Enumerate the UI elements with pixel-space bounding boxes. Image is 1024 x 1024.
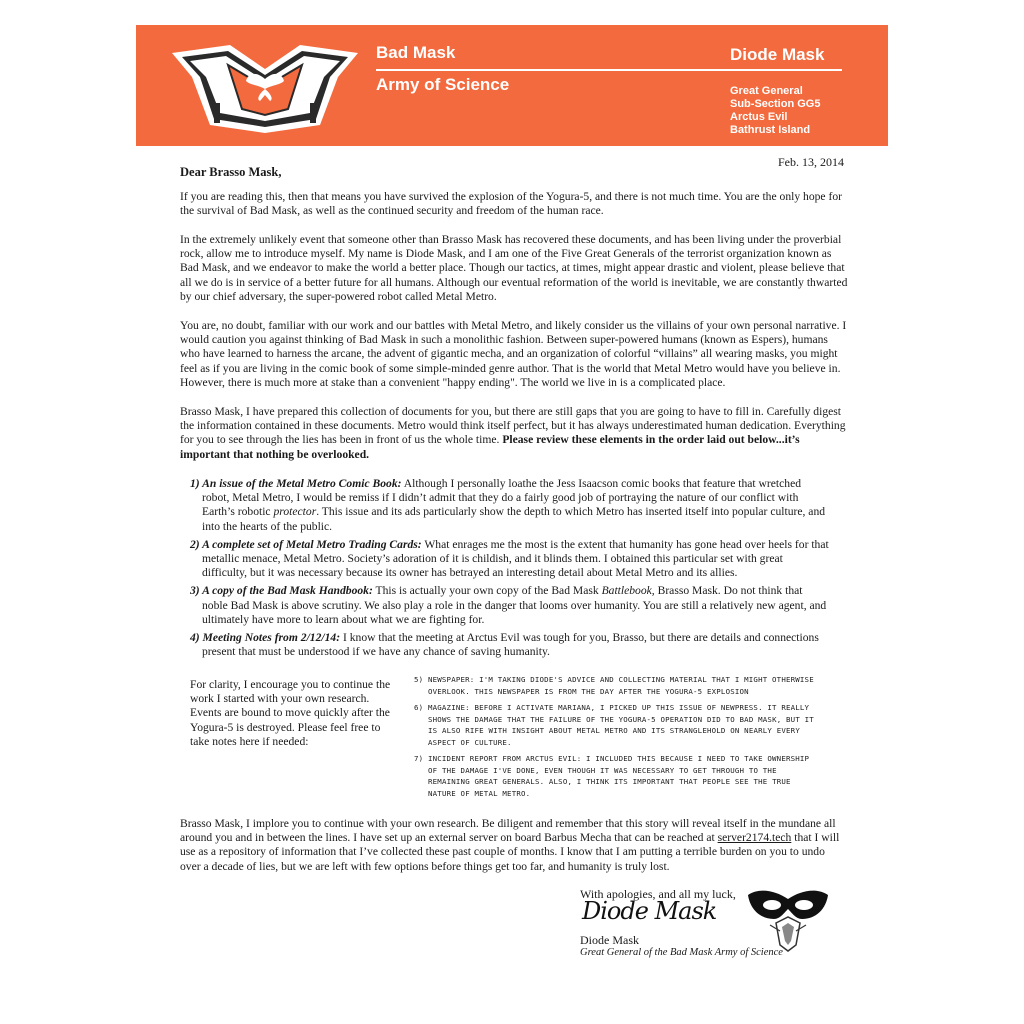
sender-name: Diode Mask [730, 45, 825, 64]
paragraph-introduction: In the extremely unlikely event that someone other than Brasso Mask has recovered these documents, and has been living under the proverbial rock, allow me to introduce myself. My name is Diode Mask, and I am one of the Five Great Generals of the terrorist organization known as Bad Mask, and we endeavor to make the world a better place. Though our tactics, at times, might appear drastic and violent, please believe that all we do is in service of a better future for all humans. Although our eventual reformation of the world is inevitable, we are constantly thwarted by our chief adversary, the super-powered robot called Metal Metro. [180, 233, 848, 303]
item-title: 2) A complete set of Metal Metro Trading Cards: [190, 537, 422, 551]
valediction: With apologies, and all my luck, [580, 887, 736, 901]
item-emphasis: Battlebook, [601, 584, 655, 598]
paragraph-instructions [180, 405, 848, 462]
server-link[interactable]: server2174.tech [717, 831, 792, 845]
item-text: What enrages me the most is the extent that humanity has gone head over heels for that metallic menace, Metal Metro. Society’s adoration of it is childish, and it blinds them. I obtained this particular set with great difficulty, but it was necessary because its owner has betrayed an interesting detail about Metal Metro and its allies. [202, 537, 829, 580]
handwritten-notes [414, 674, 814, 804]
sender-info-line: Sub-Section GG5 [730, 98, 821, 110]
clarity-note: For clarity, I encourage you to continue the work I started with your own research. Events are bound to move quickly after the Yogura-5 is destroyed. Please feel free to take notes here if needed: [190, 678, 391, 748]
letterhead [136, 25, 888, 146]
signer-title: Great General of the Bad Mask Army of Science [580, 947, 783, 958]
closing-text: that I will use as a repository of information that I’ve collected these past couple of months. I know that I am putting a terrible burden on you to undo over a decade of lies, but we are left with few options before things get too far, and humanity is truly lost. [180, 831, 840, 873]
item-text: I know that the meeting at Arctus Evil was tough for you, Brasso, but there are details and connections present that must be understood if we have any chance of saving humanity. [202, 631, 819, 659]
letter-date: Feb. 13, 2014 [778, 155, 844, 169]
header-rule [376, 69, 842, 71]
closing-text: Brasso Mask, I implore you to continue with your own research. Be diligent and remember that this story will reveal itself in the mundane all around you and in between the lines. I have set up an external server on board Barbus Mecha that can be reached at [180, 817, 836, 845]
handwritten-note: 6) MAGAZINE: BEFORE I ACTIVATE MARIANA, I PICKED UP THIS ISSUE OF NEWPRESS. IT REALLY SHOWS THE DAMAGE THAT THE FAILURE OF THE YOGURA-5 OPERATION DID TO BAD MASK, BUT IT IS ALSO RIFE WITH INSIGHT ABOUT METAL METRO AND ITS STRANGLEHOLD ON NEARLY EVERY ASPECT OF CULTURE. [414, 703, 814, 747]
bad-mask-logo-icon [170, 43, 360, 133]
handwritten-signature: Diode Mask [582, 897, 717, 925]
item-title: 3) A copy of the Bad Mask Handbook: [190, 584, 373, 598]
instructions-emphasis: Please review these elements in the order laid out below...it’s important that nothing be overlooked. [180, 433, 800, 461]
salutation: Dear Brasso Mask, [180, 165, 282, 179]
item-text: Brasso Mask. Do not think that noble Bad Mask is above scrutiny. We also play a role in the danger that looms over humanity. You are still a relatively new agent, and ultimately have more to learn about what we are fighting for. [202, 584, 827, 626]
org-name-line1: Bad Mask [376, 43, 456, 62]
item-text: Although I personally loathe the Jess Isaacson comic books that feature that wretched robot, Metal Metro, I would be remiss if I didn’t admit that they do a fairly good job of portraying the nature of our conflict with Earth’s robotic [202, 477, 802, 519]
item-text: . This issue and its ads particularly show the depth to which Metro has inserted itself into popular culture, and into the hearts of the public. [202, 505, 826, 533]
item-title: 1) An issue of the Metal Metro Comic Book: [190, 477, 402, 490]
list-item [190, 477, 830, 534]
document-list [190, 477, 830, 659]
sender-info-line: Great General [730, 85, 803, 97]
paragraph-context: You are, no doubt, familiar with our work and our battles with Metal Metro, and likely consider us the villains of your own personal narrative. I would caution you against thinking of Bad Mask in such a monolithic fashion. Between super-powered humans (known as Espers), humans who have learned to harness the arcane, the advent of gigantic mecha, and an organization of colorful “villains” all wearing masks, you might feel as if you are living in the comic book of some simple-minded genre author. That is the world that Metal Metro would have you believe in. However, there is much more at stake than a convenient "happy ending". The world we live in is a complicated place. [180, 319, 847, 389]
paragraph-closing [180, 817, 848, 874]
sender-info-line: Bathrust Island [730, 124, 811, 136]
instructions-text: Brasso Mask, I have prepared this collection of documents for you, but there are still gaps that you are going to have to fill in. Carefully digest the information contained in these documents. Metro would think itself perfect, but it has always underestimated human dedication. Everything for you to see through the lies has been in front of us the whole time. [180, 405, 846, 447]
mask-emblem-icon [746, 885, 830, 955]
list-item [190, 538, 830, 581]
sender-info [730, 85, 820, 137]
signer-name: Diode Mask [580, 933, 639, 947]
item-title: 4) Meeting Notes from 2/12/14: [190, 631, 341, 645]
handwritten-note: 7) INCIDENT REPORT FROM ARCTUS EVIL: I INCLUDED THIS BECAUSE I NEED TO TAKE OWNERSHIP OF THE DAMAGE I'VE DONE, EVEN THOUGH IT WAS NECESSARY TO GET THROUGH TO THE REMAINING GREAT GENERALS. ALSO, I THINK ITS IMPORTANT THAT PEOPLE SEE THE TRUE NATURE OF METAL METRO. [414, 754, 810, 798]
list-item [190, 584, 830, 627]
item-emphasis: protector [273, 505, 317, 519]
item-text: This is actually your own copy of the Bad Mask [372, 584, 602, 598]
paragraph-intro: If you are reading this, then that means you have survived the explosion of the Yogura-5, and there is not much time. You are the only hope for the survival of Bad Mask, as well as the continued security and freedom of the human race. [180, 190, 842, 218]
org-name-line2: Army of Science [376, 75, 510, 94]
handwritten-note: 5) NEWSPAPER: I'M TAKING DIODE'S ADVICE AND COLLECTING MATERIAL THAT I MIGHT OTHERWISE OVERLOOK. THIS NEWSPAPER IS FROM THE DAY AFTER THE YOGURA-5 EXPLOSION [414, 675, 814, 696]
sender-info-line: Arctus Evil [730, 111, 788, 123]
list-item [190, 631, 830, 659]
